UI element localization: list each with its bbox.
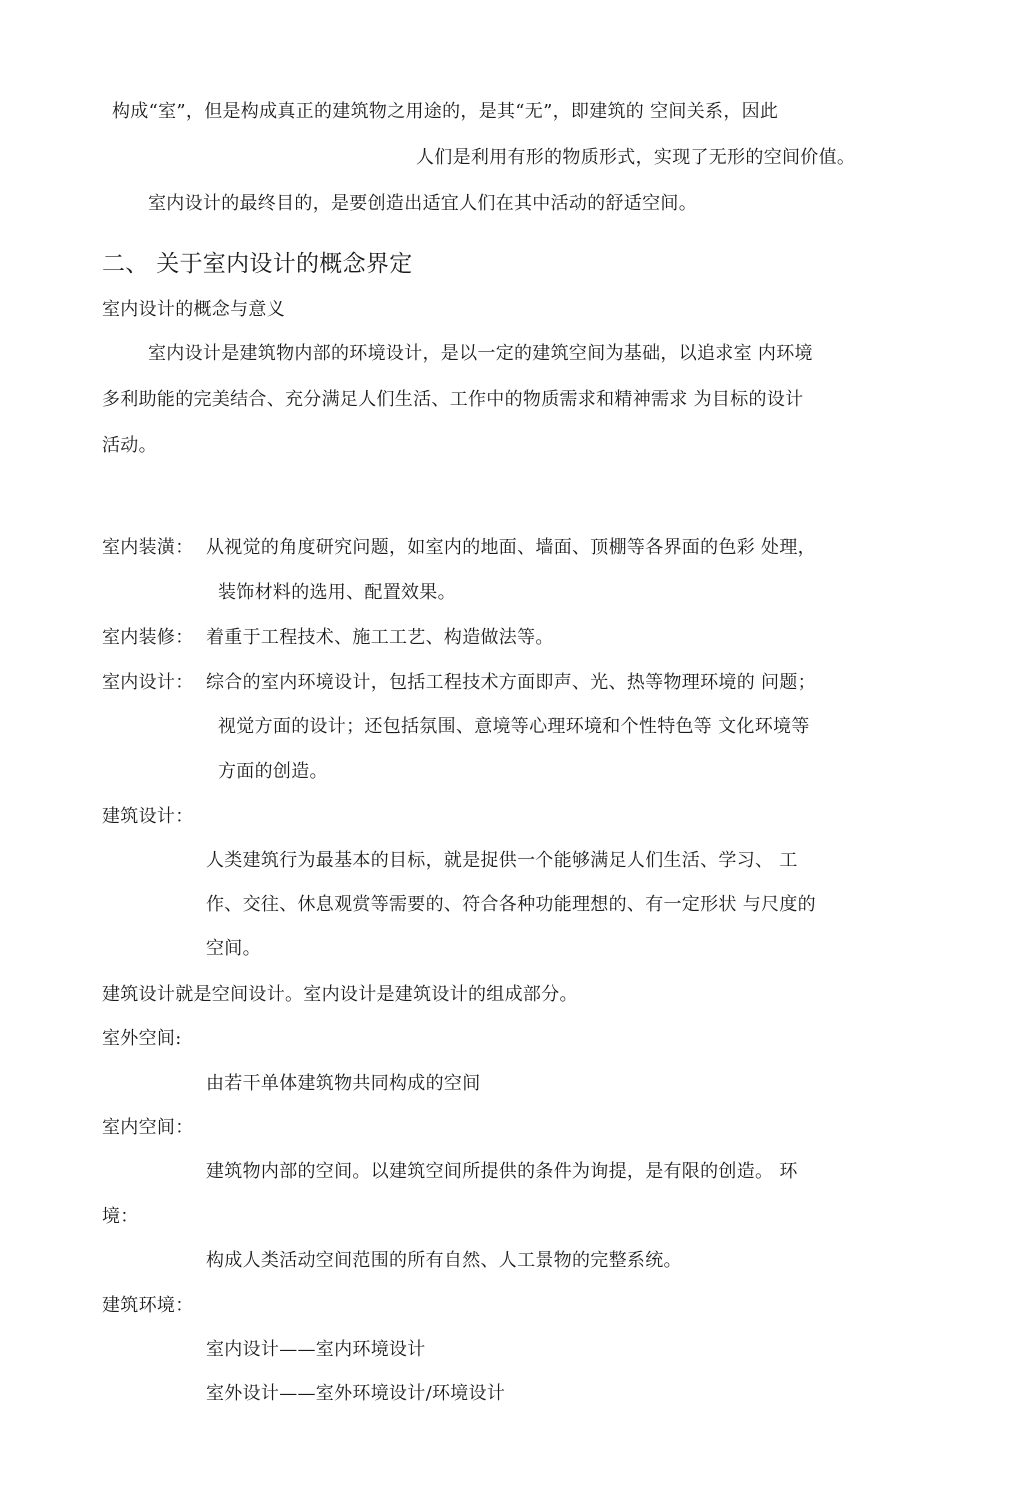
term-text-indoor: 建筑物内部的空间。以建筑空间所提供的条件为询提，是有限的创造。 环 <box>206 1161 798 1182</box>
intro-line-2: 人们是利用有形的物质形式，实现了无形的空间价值。 <box>416 147 856 168</box>
term-text-decoration: 从视觉的角度研究问题，如室内的地面、墙面、顶棚等各界面的色彩 处理， <box>206 537 816 558</box>
architecture-summary: 建筑设计就是空间设计。室内设计是建筑设计的组成部分。 <box>102 984 578 1005</box>
term-text-arch-environment: 室内设计——室内环境设计 <box>206 1339 426 1360</box>
term-text-architecture: 人类建筑行为最基本的目标，就是捉供一个能够满足人们生活、学习、 工 <box>206 850 798 871</box>
term-text-design: 方面的创造。 <box>218 761 328 782</box>
term-text-arch-environment: 室外设计——室外环境设计/环境设计 <box>206 1383 506 1404</box>
term-label-outdoor: 室外空间: <box>102 1028 182 1049</box>
term-text-environment: 构成人类活动空间范围的所有自然、人工景物的完整系统。 <box>206 1250 682 1271</box>
definition-paragraph-line: 活动。 <box>102 435 157 456</box>
term-label-environment: 境： <box>102 1206 139 1227</box>
section-heading: 二、 关于室内设计的概念界定 <box>102 251 413 277</box>
term-text-architecture: 空间。 <box>206 938 261 959</box>
term-label-arch-environment: 建筑环境： <box>102 1295 194 1316</box>
section-subheading: 室内设计的概念与意义 <box>102 299 285 320</box>
definition-paragraph-line: 多利助能的完美结合、充分满足人们生活、工作中的物质需求和精神需求 为目标的设计 <box>102 389 804 410</box>
term-text-design: 综合的室内环境设计，包括工程技术方面即声、光、热等物理环境的 问题； <box>206 672 816 693</box>
term-label-decoration: 室内装潢： <box>102 537 194 558</box>
term-label-indoor: 室内空间： <box>102 1117 194 1138</box>
term-label-design: 室内设计： <box>102 672 194 693</box>
definition-paragraph-line: 室内设计是建筑物内部的环境设计，是以一定的建筑空间为基础，以追求室 内环境 <box>148 343 813 364</box>
intro-line-3: 室内设计的最终目的，是要创造出适宜人们在其中活动的舒适空间。 <box>148 193 697 214</box>
term-text-outdoor: 由若干单体建筑物共同构成的空间 <box>206 1073 481 1094</box>
term-text-design: 视觉方面的设计；还包括氛围、意境等心理环境和个性特色等 文化环境等 <box>218 716 810 737</box>
term-text-decoration: 装饰材料的选用、配置效果。 <box>218 582 456 603</box>
term-text-architecture: 作、交往、休息观赏等需要的、符合各种功能理想的、有一定形状 与尺度的 <box>206 894 816 915</box>
term-text-renovation: 着重于工程技术、施工工艺、构造做法等。 <box>206 627 554 648</box>
intro-line-1: 构成“室”，但是构成真正的建筑物之用途的，是其“无”，即建筑的 空间关系，因此 <box>112 101 779 122</box>
term-label-architecture: 建筑设计： <box>102 806 194 827</box>
term-label-renovation: 室内装修： <box>102 627 194 648</box>
